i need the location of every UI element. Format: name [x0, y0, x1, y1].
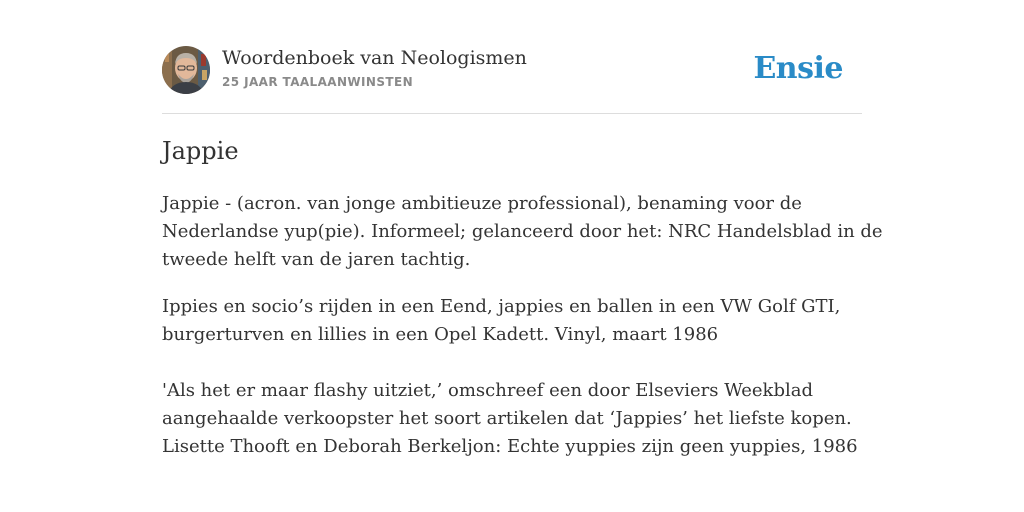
entry-quote-elsevier — [162, 377, 862, 461]
source-header — [162, 46, 862, 96]
definition-line: Jappie - (acron. van jonge ambitieuze professional), benaming voor de — [162, 193, 802, 214]
definition-line: Nederlandse yup(pie). Informeel; gelanceerd door het: NRC Handelsblad in de — [162, 221, 883, 242]
entry-definition — [162, 190, 883, 274]
source-title[interactable]: Woordenboek van Neologismen — [222, 47, 527, 69]
definition-line: tweede helft van de jaren tachtig. — [162, 249, 471, 270]
quote-line: aangehaalde verkoopster het soort artikelen dat ‘Jappies’ het liefste kopen. — [162, 408, 852, 429]
source-subtitle: 25 JAAR TAALAANWINSTEN — [222, 75, 414, 89]
entry-term: Jappie — [162, 137, 239, 165]
author-avatar[interactable] — [162, 46, 210, 94]
quote-line: burgerturven en lillies in een Opel Kadett. Vinyl, maart 1986 — [162, 324, 719, 345]
quote-line: Ippies en socio’s rijden in een Eend, jappies en ballen in een VW Golf GTI, — [162, 296, 841, 317]
quote-line: 'Als het er maar flashy uitziet,’ omschreef een door Elseviers Weekblad — [162, 380, 813, 401]
entry-quote-vinyl — [162, 293, 862, 349]
ensie-logo[interactable]: Ensie — [753, 51, 843, 86]
avatar-portrait-icon — [162, 46, 210, 94]
header-divider — [162, 113, 862, 114]
quote-line: Lisette Thooft en Deborah Berkeljon: Echte yuppies zijn geen yuppies, 1986 — [162, 436, 858, 457]
